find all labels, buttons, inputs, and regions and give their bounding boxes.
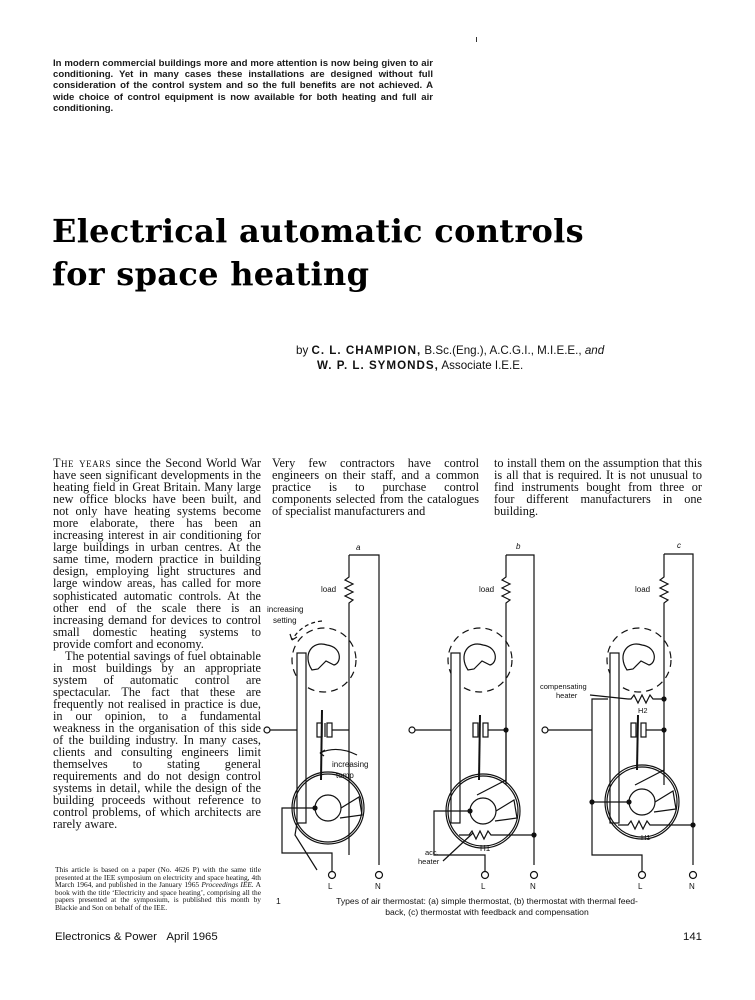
journal-name: Electronics & Power xyxy=(55,931,157,943)
byline-by: by xyxy=(296,344,309,357)
body-paragraph-2: The potential savings of fuel obtainable in most buildings by an appropriate system of automatic control are spectacular. The fact that these are frequently not realised in practice is due, in our opinion, to a fundamental weakness in the organisation of this side of the building industry. In many cases, clients and consulting engineers limit themselves to stating general requirements and do not design control systems in detail, while the design of the building proceeds without reference to control problems, of which architects are rarely aware. xyxy=(53,648,261,832)
running-footer xyxy=(55,931,218,943)
page-number: 141 xyxy=(683,931,703,943)
svg-text:increasing: increasing xyxy=(332,760,369,769)
caption-line-2: back, (c) thermostat with feedback and compensation xyxy=(385,906,589,917)
svg-text:heater: heater xyxy=(556,691,578,700)
figure-caption xyxy=(272,896,702,917)
figure-1-diagrams xyxy=(262,535,722,891)
load-label-a: load xyxy=(321,585,337,594)
author-1-name: C. L. CHAMPION, xyxy=(311,344,422,357)
svg-text:heater: heater xyxy=(418,857,440,866)
panel-label-a: a xyxy=(356,543,361,552)
body-column-1 xyxy=(53,457,261,830)
scan-mark xyxy=(476,37,477,42)
standfirst: In modern commercial buildings more and more attention is now being given to air conditioning. Yet in many cases these installations are designed without full consideration of the control system and so the full benefits are not achieved. A wide choice of control equipment is now available for both heating and full air conditioning. xyxy=(53,58,433,114)
article-title xyxy=(52,210,612,296)
svg-text:L: L xyxy=(328,882,333,891)
svg-text:L: L xyxy=(481,882,486,891)
load-label-b: load xyxy=(479,585,495,594)
svg-text:H2: H2 xyxy=(638,706,648,715)
body-paragraph-1: The years since the Second World War have seen significant developments in the heating field in Great Britain. Many large new office blocks have been built, and not only have heating systems become more elaborate, there has been an increasing interest in air conditioning for large buildings in urban centres. At the same time, modern practice in building design, employing light structures and large window areas, has called for more sophisticated automatic controls. At the other end of the scale there is an increasing demand for devices to control small domestic heating systems to provide comfort and economy. xyxy=(53,456,261,651)
body-paragraph-4: to install them on the assumption that this is all that is required. It is not unusual to find instruments bought from three or four different manufacturers in one building. xyxy=(494,456,702,519)
svg-text:acc.: acc. xyxy=(425,848,439,857)
svg-text:N: N xyxy=(689,882,695,891)
lead-in: The years xyxy=(53,456,112,470)
title-line-2: for space heating xyxy=(52,255,370,293)
diagram-a xyxy=(264,543,383,891)
title-line-1: Electrical automatic controls xyxy=(52,212,584,250)
footnote-journal: Proceedings IEE. xyxy=(201,880,254,890)
body-column-3 xyxy=(494,457,702,517)
byline-and: and xyxy=(581,344,605,357)
svg-text:increasing: increasing xyxy=(267,605,304,614)
svg-text:H1: H1 xyxy=(641,833,651,842)
svg-text:L: L xyxy=(638,882,643,891)
figure-number: 1 xyxy=(276,896,281,906)
caption-line-1: Types of air thermostat: (a) simple thermostat, (b) thermostat with thermal feed- xyxy=(336,896,638,906)
load-label-c: load xyxy=(635,585,651,594)
body-paragraph-3: Very few contractors have control engineers on their staff, and a common practice is to purchase control components selected from the catalogues of specialist manufacturers and xyxy=(272,456,479,519)
svg-text:N: N xyxy=(375,882,381,891)
svg-text:compensating: compensating xyxy=(540,682,587,691)
author-1-qualifications: B.Sc.(Eng.), A.C.G.I., M.I.E.E., xyxy=(421,344,582,357)
diagram-c xyxy=(540,541,697,891)
author-2-name: W. P. L. SYMONDS, xyxy=(317,359,439,372)
svg-text:N: N xyxy=(530,882,536,891)
byline xyxy=(296,343,696,373)
svg-text:setting: setting xyxy=(273,616,297,625)
panel-label-b: b xyxy=(516,542,521,551)
svg-text:temp: temp xyxy=(336,771,354,780)
footnote: This article is based on a paper (No. 4626 P) with the same title presented at the IEE symposium on electricity and space heating, 4th March 1964, and published in the January 1965 Proceedings IEE. A book with the title ‘Electricity and space heating’, comprising all the papers presented at the symposium, is published this month by Blackie and Son on behalf of the IEE. xyxy=(55,865,261,912)
diagram-b xyxy=(409,542,538,891)
body-column-2 xyxy=(272,457,479,517)
panel-label-c: c xyxy=(677,541,681,550)
svg-text:H1: H1 xyxy=(480,844,491,853)
author-2-qualifications: Associate I.E.E. xyxy=(438,359,524,372)
issue-date: April 1965 xyxy=(166,931,218,943)
